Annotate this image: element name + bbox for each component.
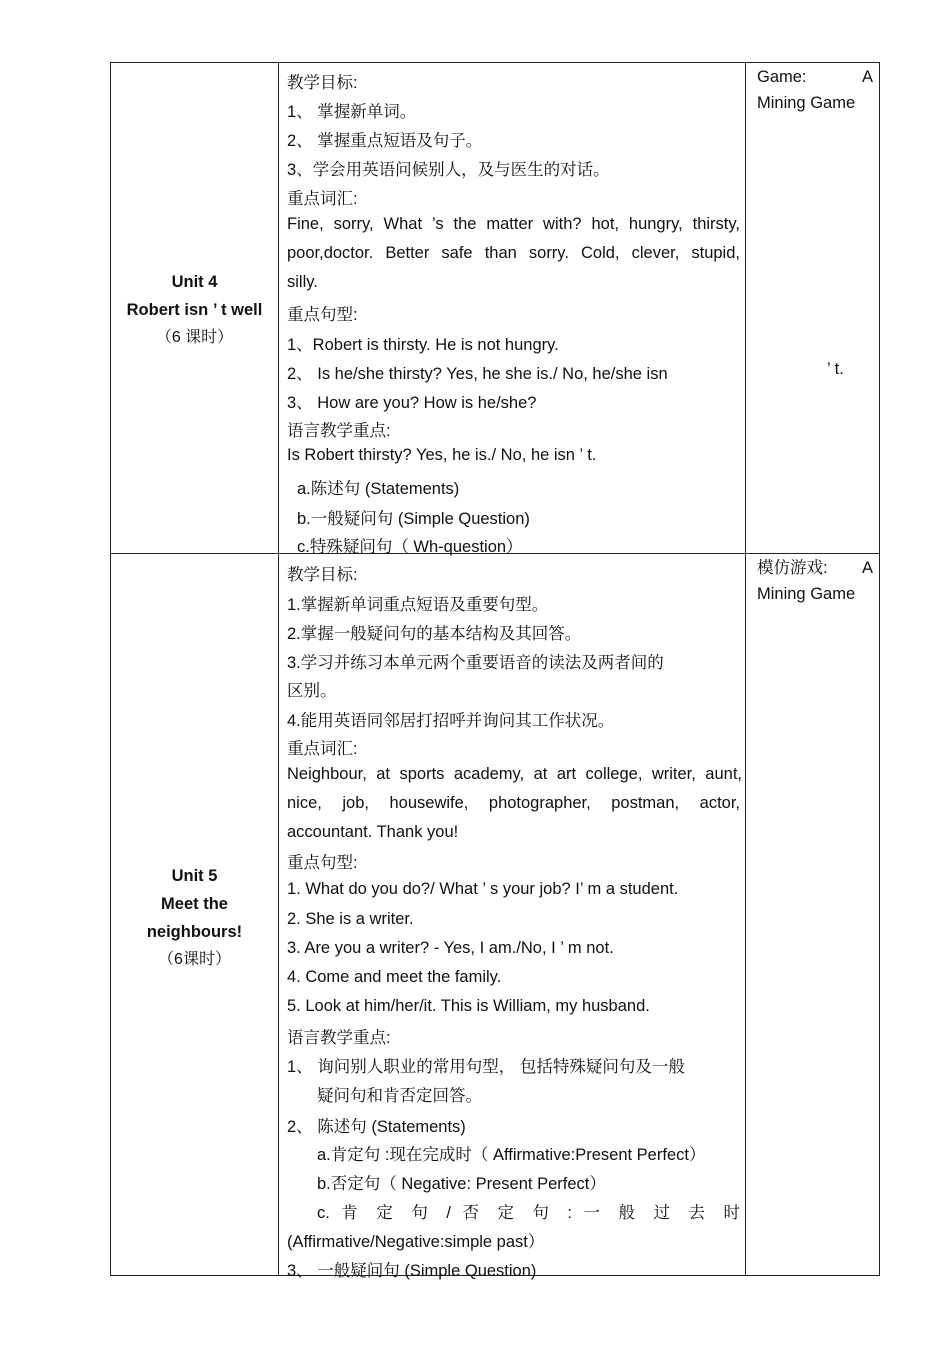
- content-line: a.陈述句 (Statements): [297, 480, 460, 498]
- content-line: 语言教学重点:: [287, 1029, 391, 1047]
- content-line: Fine, sorry, What ’s the matter with? hot, hungry, thirsty,: [287, 215, 740, 233]
- unit-5-game: [757, 555, 873, 607]
- content-line: Neighbour, at sports academy, at art college, writer, aunt,: [287, 765, 742, 783]
- content-line: 重点词汇:: [287, 740, 358, 758]
- content-line: 3.学习并练习本单元两个重要语音的读法及两者间的: [287, 654, 664, 672]
- content-line: poor,doctor. Better safe than sorry. Cold, clever, stupid,: [287, 244, 740, 262]
- content-line: 1、 掌握新单词。: [287, 103, 417, 121]
- unit-lessons: （6课时）: [158, 951, 231, 968]
- content-line: 3. Are you a writer? - Yes, I am./No, I ’ m not.: [287, 939, 614, 957]
- game-letter: A: [861, 68, 873, 86]
- content-line: 疑问句和肯否定回答。: [317, 1087, 482, 1105]
- game-label: Game:: [757, 68, 807, 86]
- column-divider-1: [278, 63, 279, 1275]
- unit-subtitle: Robert isn ’ t well: [126, 301, 263, 319]
- content-line: 4.能用英语同邻居打招呼并询问其工作状况。: [287, 712, 615, 730]
- column-divider-2: [745, 63, 746, 1275]
- unit-5-cell: [111, 862, 278, 974]
- unit-title: Unit 4: [171, 273, 218, 291]
- content-line: 重点句型:: [287, 306, 358, 324]
- content-line: accountant. Thank you!: [287, 823, 459, 841]
- game-label: 模仿游戏:: [757, 559, 828, 577]
- content-line: nice, job, housewife, photographer, postman, actor,: [287, 794, 740, 812]
- content-line: 3、学会用英语问候别人，及与医生的对话。: [287, 161, 610, 179]
- content-line: 语言教学重点:: [287, 422, 391, 440]
- content-line: 重点词汇:: [287, 190, 358, 208]
- content-line: 重点句型:: [287, 854, 358, 872]
- content-line: 2.掌握一般疑问句的基本结构及其回答。: [287, 625, 582, 643]
- content-line: 1、 询问别人职业的常用句型， 包括特殊疑问句及一般: [287, 1058, 685, 1076]
- game-letter: A: [861, 559, 873, 577]
- content-line: c.特殊疑问句（ Wh-question）: [297, 538, 523, 556]
- game-name: Mining Game: [757, 94, 856, 112]
- content-line: 区别。: [287, 682, 337, 700]
- content-line: 2、 陈述句 (Statements): [287, 1118, 466, 1136]
- content-line: 3、 How are you? How is he/she?: [287, 394, 537, 412]
- content-line: b.一般疑问句 (Simple Question): [297, 510, 530, 528]
- content-line: 1、Robert is thirsty. He is not hungry.: [287, 336, 559, 354]
- content-line: 5. Look at him/her/it. This is William, my husband.: [287, 997, 650, 1015]
- content-line: 2. She is a writer.: [287, 910, 414, 928]
- unit-title: Unit 5: [171, 867, 218, 885]
- unit-subtitle: Meet the: [161, 895, 228, 913]
- unit-subtitle: neighbours!: [146, 923, 243, 941]
- content-line: 1.掌握新单词重点短语及重要句型。: [287, 596, 549, 614]
- trailing-text: ’ t.: [827, 360, 844, 378]
- content-line: b.否定句（ Negative: Present Perfect）: [317, 1175, 606, 1193]
- content-line: 教学目标:: [287, 566, 358, 584]
- unit-lessons: （6 课时）: [155, 329, 234, 346]
- content-line: 4. Come and meet the family.: [287, 968, 502, 986]
- unit-4-game: [757, 64, 873, 116]
- content-line: a.肯定句 :现在完成时（ Affirmative:Present Perfect）: [317, 1146, 706, 1164]
- content-line: (Affirmative/Negative:simple past）: [287, 1233, 545, 1251]
- lesson-plan-table: [110, 62, 880, 1280]
- unit-4-cell: [111, 268, 278, 352]
- content-line: 教学目标:: [287, 74, 358, 92]
- content-line: 1. What do you do?/ What ’ s your job? I’ m a student.: [287, 880, 679, 898]
- game-name: Mining Game: [757, 585, 856, 603]
- content-line: 3、 一般疑问句 (Simple Question): [287, 1262, 537, 1280]
- content-line: 2、 掌握重点短语及句子。: [287, 132, 483, 150]
- content-line: c. 肯 定 句 / 否 定 句 : 一 般 过 去 时: [317, 1204, 740, 1222]
- content-line: silly.: [287, 273, 318, 291]
- content-line: 2、 Is he/she thirsty? Yes, he she is./ No, he/she isn: [287, 365, 668, 383]
- content-line: Is Robert thirsty? Yes, he is./ No, he isn ’ t.: [287, 446, 597, 464]
